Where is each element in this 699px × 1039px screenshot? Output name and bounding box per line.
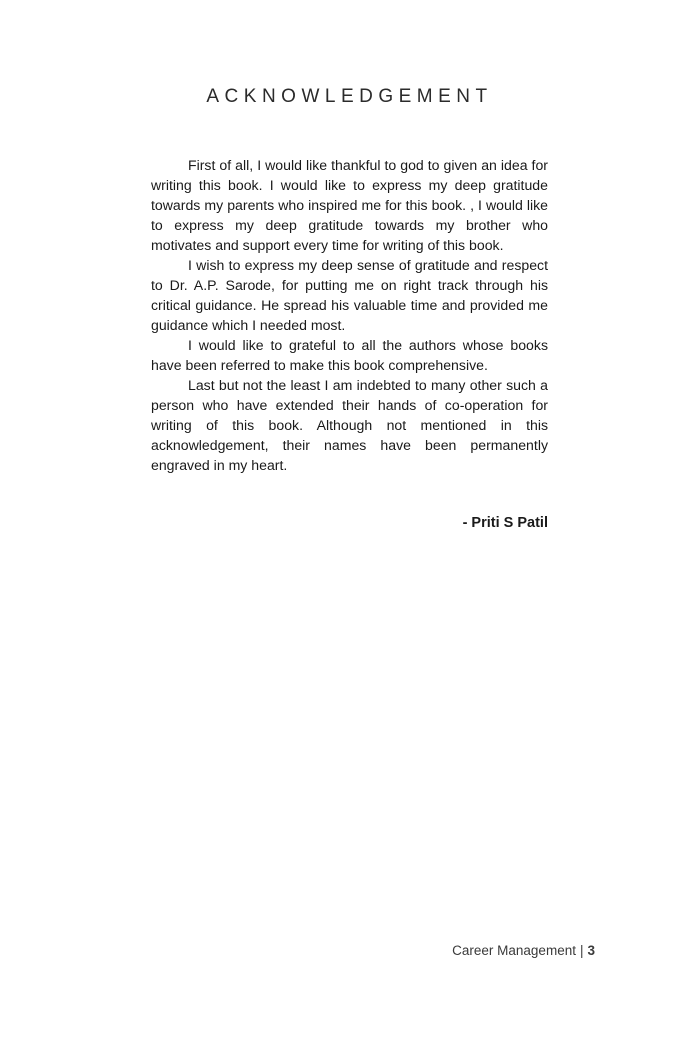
paragraph: First of all, I would like thankful to god to given an idea for writing this book. I would like to express my deep gratitude towards my parents who inspired me for this book. , I would like to express my deep gratitude towards my brother who motivates and support every time for writing of this book. — [151, 157, 548, 253]
author-signature: - Priti S Patil — [462, 515, 548, 531]
paragraph: Last but not the least I am indebted to many other such a person who have extended their hands of co-operation for writing of this book. Although not mentioned in this acknowledgement, their names have been permanently engraved in my heart. — [151, 377, 548, 473]
paragraph: I would like to grateful to all the authors whose books have been referred to make this book comprehensive. — [151, 337, 548, 373]
paragraph: I wish to express my deep sense of gratitude and respect to Dr. A.P. Sarode, for putting me on right track through his critical guidance. He spread his valuable time and provided me guidance which I needed most. — [151, 257, 548, 333]
page-title: ACKNOWLEDGEMENT — [206, 86, 493, 107]
acknowledgement-body — [151, 155, 548, 475]
footer-book-title: Career Management — [452, 943, 576, 958]
page-footer — [452, 943, 595, 958]
footer-separator: | — [579, 943, 584, 958]
page-number: 3 — [587, 943, 595, 958]
